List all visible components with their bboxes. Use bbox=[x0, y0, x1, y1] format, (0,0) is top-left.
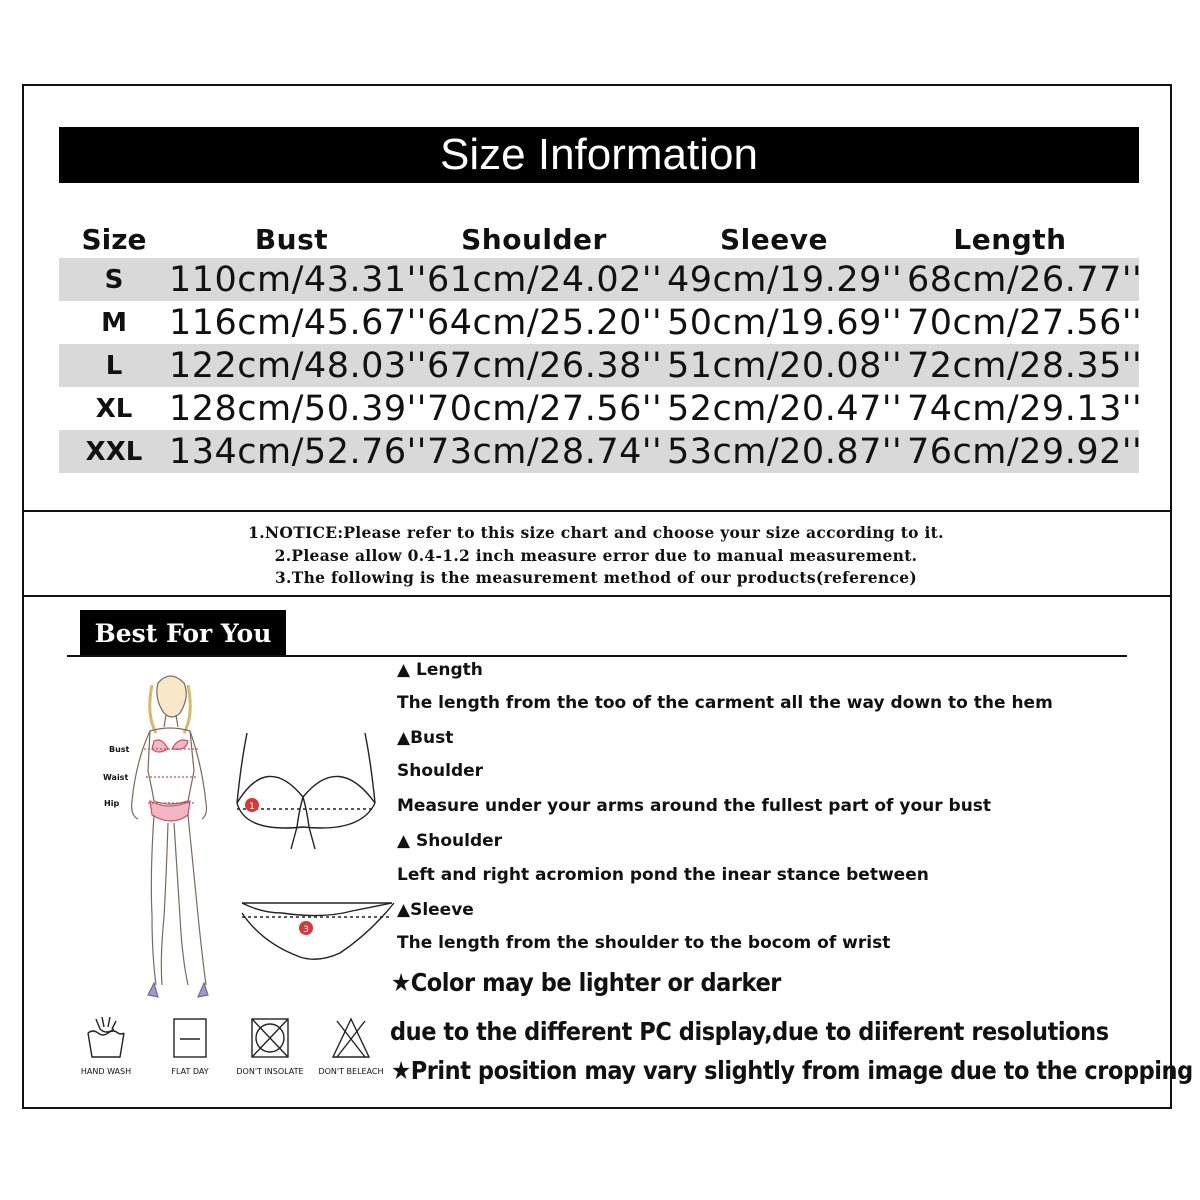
table-row bbox=[59, 430, 1143, 473]
bust-label: Bust bbox=[109, 745, 130, 754]
shoulder-description: Left and right acromion pond the inear stance between bbox=[397, 865, 929, 885]
notice-line: 3.The following is the measurement method of our products(reference) bbox=[274, 568, 918, 587]
model-figure-icon bbox=[100, 665, 240, 1005]
sleeve-cell: 52cm/20.47'' bbox=[667, 388, 903, 429]
table-row bbox=[59, 344, 1143, 387]
bust-description: Measure under your arms around the fullest part of your bust bbox=[397, 796, 992, 816]
page-title: Size Information bbox=[59, 127, 1139, 183]
sleeve-heading: ▲Sleeve bbox=[397, 900, 474, 920]
shoulder-cell: 73cm/28.74'' bbox=[427, 431, 663, 472]
notice-line: 2.Please allow 0.4-1.2 inch measure error due to manual measurement. bbox=[274, 545, 918, 565]
table-row bbox=[59, 387, 1143, 430]
length-cell: 72cm/28.35'' bbox=[907, 345, 1143, 386]
shoulder-cell: 64cm/25.20'' bbox=[427, 302, 663, 343]
print-note: ★Print position may vary slightly from image due to the cropping bbox=[391, 1056, 1193, 1085]
size-cell: S bbox=[104, 264, 124, 295]
header-sleeve: Sleeve bbox=[720, 223, 828, 256]
waist-label: Waist bbox=[103, 773, 129, 782]
dont-insolate-icon bbox=[248, 1015, 292, 1061]
bra-diagram-icon bbox=[233, 725, 383, 855]
bust-cell: 134cm/52.76'' bbox=[169, 431, 427, 472]
header-size: Size bbox=[81, 223, 147, 256]
length-cell: 68cm/26.77'' bbox=[907, 259, 1143, 300]
flat-dry-icon bbox=[168, 1015, 212, 1061]
display-note: due to the different PC display,due to diiferent resolutions bbox=[390, 1017, 1109, 1046]
size-cell: L bbox=[105, 350, 123, 381]
best-for-you-underline bbox=[67, 655, 1127, 657]
dont-insolate-label: DON'T INSOLATE bbox=[236, 1067, 304, 1076]
marker-1-label: 1 bbox=[249, 802, 255, 812]
care-dont-bleach bbox=[311, 1015, 391, 1076]
bust-cell: 122cm/48.03'' bbox=[169, 345, 427, 386]
flat-dry-label: FLAT DAY bbox=[171, 1067, 209, 1076]
divider bbox=[22, 510, 1170, 512]
sleeve-cell: 49cm/19.29'' bbox=[667, 259, 903, 300]
dont-bleach-icon bbox=[329, 1015, 373, 1061]
size-table bbox=[59, 212, 1143, 473]
shoulder-cell: 61cm/24.02'' bbox=[427, 259, 663, 300]
color-note: ★Color may be lighter or darker bbox=[391, 968, 781, 997]
notice-block bbox=[22, 522, 1170, 590]
length-cell: 74cm/29.13'' bbox=[907, 388, 1143, 429]
length-description: The length from the too of the carment all the way down to the hem bbox=[397, 693, 1053, 713]
notice-line: 1.NOTICE:Please refer to this size chart and choose your size according to it. bbox=[248, 523, 944, 542]
panty-diagram-icon bbox=[238, 895, 398, 965]
shoulder-cell: 67cm/26.38'' bbox=[427, 345, 663, 386]
length-cell: 70cm/27.56'' bbox=[907, 302, 1143, 343]
care-hand-wash bbox=[66, 1015, 146, 1076]
hand-wash-label: HAND WASH bbox=[80, 1067, 132, 1076]
marker-3-label: 3 bbox=[303, 925, 309, 935]
care-dont-insolate bbox=[230, 1015, 310, 1076]
size-cell: XL bbox=[95, 393, 133, 424]
sleeve-cell: 51cm/20.08'' bbox=[667, 345, 903, 386]
length-cell: 76cm/29.92'' bbox=[907, 431, 1143, 472]
table-row bbox=[59, 301, 1143, 344]
divider bbox=[22, 595, 1170, 597]
shoulder-heading: ▲ Shoulder bbox=[397, 831, 503, 851]
bust-cell: 116cm/45.67'' bbox=[169, 302, 427, 343]
care-flat-dry bbox=[150, 1015, 230, 1076]
table-row bbox=[59, 258, 1143, 301]
size-cell: M bbox=[101, 307, 127, 338]
dont-bleach-label: DON'T BELEACH bbox=[318, 1067, 384, 1076]
best-for-you-tab: Best For You bbox=[80, 610, 286, 656]
header-shoulder: Shoulder bbox=[461, 223, 607, 256]
sleeve-cell: 53cm/20.87'' bbox=[667, 431, 903, 472]
bust-cell: 128cm/50.39'' bbox=[169, 388, 427, 429]
table-header bbox=[59, 212, 1139, 258]
hip-label: Hip bbox=[104, 799, 120, 808]
length-heading: ▲ Length bbox=[397, 660, 483, 680]
header-length: Length bbox=[953, 223, 1067, 256]
sleeve-cell: 50cm/19.69'' bbox=[667, 302, 903, 343]
hand-wash-icon bbox=[84, 1015, 128, 1061]
bust-heading: ▲Bust bbox=[397, 728, 454, 748]
shoulder-cell: 70cm/27.56'' bbox=[427, 388, 663, 429]
bust-cell: 110cm/43.31'' bbox=[169, 259, 427, 300]
size-cell: XXL bbox=[85, 436, 143, 467]
header-bust: Bust bbox=[254, 223, 329, 256]
bust-subheading: Shoulder bbox=[397, 761, 484, 781]
sleeve-description: The length from the shoulder to the bocom of wrist bbox=[397, 933, 891, 953]
